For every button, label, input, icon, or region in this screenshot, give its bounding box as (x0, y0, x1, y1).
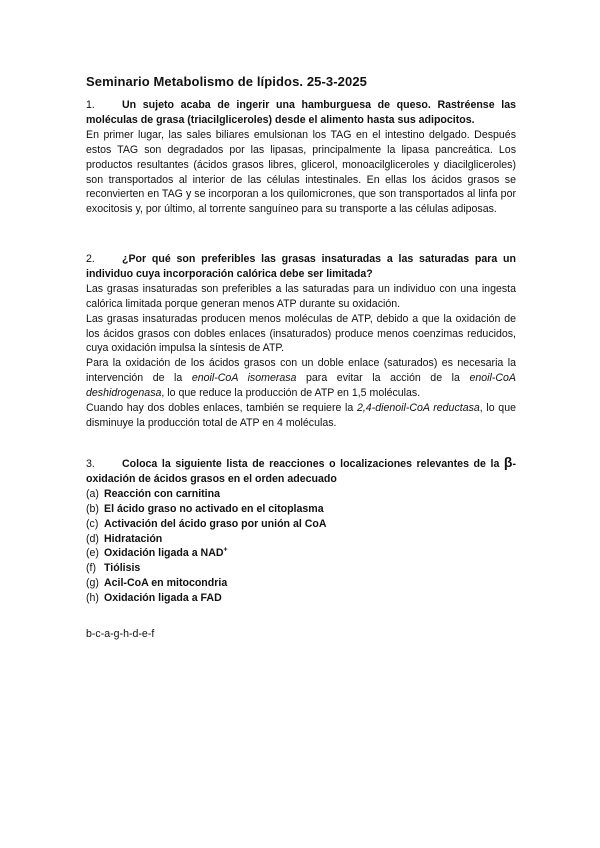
list-item-label: (e) (86, 547, 99, 560)
list-item-label: (a) (86, 487, 99, 500)
list-item (86, 487, 516, 502)
page-title: Seminario Metabolismo de lípidos. 25-3-2025 (86, 74, 367, 89)
question-2 (86, 252, 516, 282)
list-item-text: Acil-CoA en mitocondria (104, 577, 228, 590)
answer-2-p4-text-a: Cuando hay dos dobles enlaces, también se requiere la (86, 402, 357, 415)
answer-2-p3-text-c: , lo que reduce la producción de ATP en 1,5 moléculas. (161, 387, 421, 400)
enzyme-isomerasa: enoil-CoA isomerasa (191, 372, 297, 385)
answer-2-p3-text-a: Para la oxidación de los ácidos grasos con un doble enlace (saturados) es necesaria la intervención de la (86, 357, 516, 385)
list-item-text: Oxidación ligada a FAD (104, 592, 222, 605)
list-item (86, 576, 516, 591)
list-item-label: (f) (86, 562, 96, 575)
nad-superscript: + (223, 546, 228, 554)
question-2-block (86, 252, 516, 431)
list-item (86, 502, 516, 517)
question-3-number: 3. (86, 458, 95, 470)
list-item (86, 532, 516, 547)
answer-2-p3-text-b: para evitar la acción de la (296, 372, 470, 385)
list-item-label: (h) (86, 592, 99, 605)
answer-2-paragraph-2: Las grasas insaturadas producen menos moléculas de ATP, debido a que la oxidación de los ácidos grasos con dobles enlaces (insaturados) produce menos coenzimas reducidos, cuya oxidación impulsa la síntesis de ATP. (86, 312, 516, 355)
list-item (86, 561, 516, 576)
list-item (86, 546, 516, 561)
answer-1: En primer lugar, las sales biliares emulsionan los TAG en el intestino delgado. Después estos TAG son degradados por las lipasas, principalmente la lipasa pancreática. Los productos resultantes (ácidos grasos libres, glicerol, monoacilgliceroles y diacilgliceroles) son transportados al interior de las células intestinales. En ellas los ácidos grasos se reconvierten en TAG y se incorporan a los quilomicrones, que son transportados al linfa por exocitosis y, por último, al torrente sanguíneo para su transporte a las células adiposas. (86, 128, 516, 216)
reaction-list (86, 487, 516, 606)
question-3-text-a: Coloca la siguiente lista de reacciones o localizaciones relevantes de la (122, 458, 504, 470)
list-item-label: (d) (86, 532, 99, 545)
list-item-text: El ácido graso no activado en el citoplasma (104, 502, 324, 515)
list-item-text: Activación del ácido graso por unión al CoA (104, 517, 327, 530)
question-1-block (86, 98, 516, 217)
question-3-text-b: -oxidación de ácidos grasos en el orden adecuado (86, 458, 516, 485)
list-item-text: Reacción con carnitina (104, 487, 220, 500)
list-item (86, 591, 516, 606)
answer-2-paragraph-3 (86, 356, 516, 401)
question-3 (86, 455, 516, 487)
question-2-text: ¿Por qué son preferibles las grasas insaturadas a las saturadas para un individuo cuya incorporación calórica debe ser limitada? (86, 253, 516, 280)
beta-symbol: β (503, 454, 513, 470)
question-1-number: 1. (86, 99, 95, 111)
answer-3: b-c-a-g-h-d-e-f (86, 628, 155, 640)
enzyme-deshidrogenasa: enoil-CoA deshidrogenasa (86, 372, 517, 400)
question-3-block (86, 455, 516, 606)
answer-2-paragraph-4 (86, 401, 516, 431)
list-item-text: Oxidación ligada a NAD (104, 547, 224, 560)
list-item-text: Hidratación (104, 532, 163, 545)
list-item-text: Tiólisis (104, 562, 141, 575)
list-item-label: (c) (86, 517, 99, 530)
enzyme-reductasa: 2,4-dienoil-CoA reductasa (356, 402, 480, 415)
question-1 (86, 98, 516, 128)
answer-2-paragraph-1: Las grasas insaturadas son preferibles a las saturadas para un individuo con una ingesta calórica limitada porque generan menos ATP durante su oxidación. (86, 282, 516, 310)
answer-2-p4-text-b: , lo que disminuye la producción total de ATP en 4 moléculas. (86, 402, 516, 429)
list-item (86, 517, 516, 532)
question-1-text: Un sujeto acaba de ingerir una hamburguesa de queso. Rastréense las moléculas de grasa (triacilgliceroles) desde el alimento hasta sus adipocitos. (86, 99, 516, 126)
list-item-label: (b) (86, 502, 99, 515)
question-2-number: 2. (86, 253, 95, 265)
list-item-label: (g) (86, 577, 99, 590)
